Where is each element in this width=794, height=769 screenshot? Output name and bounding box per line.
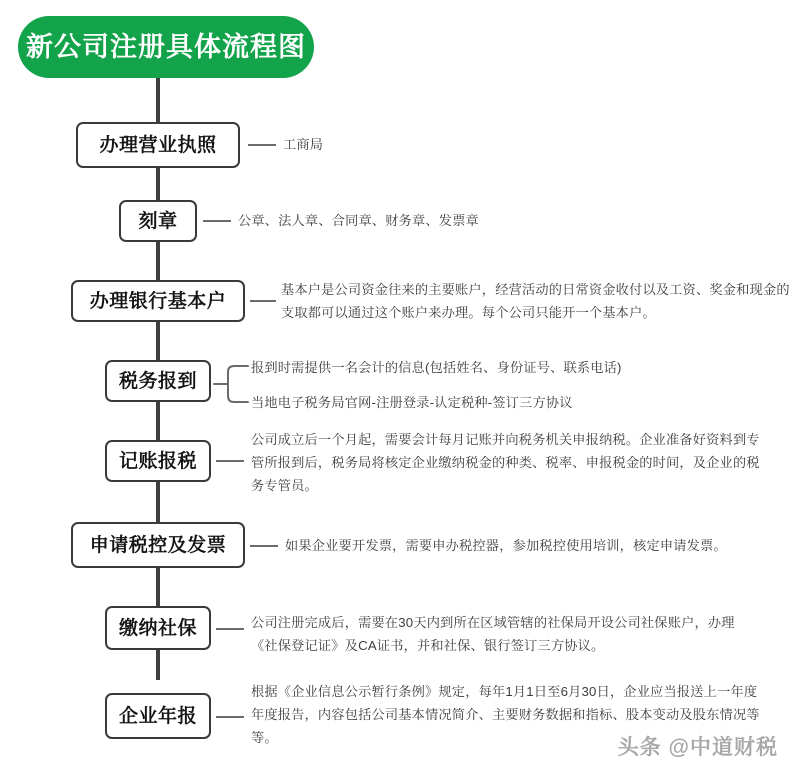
connector-carve-seals (203, 220, 231, 222)
node-business-license[interactable] (76, 122, 240, 168)
description-business-license (283, 133, 323, 156)
spine-step3-to-step4 (156, 322, 160, 360)
connector-pay-social-insurance (216, 628, 244, 630)
spine-step6-to-step7 (156, 568, 160, 606)
description-line: 公司注册完成后，需要在30天内到所在区域管辖的社保局开设公司社保账户，办理 (251, 615, 735, 630)
description-line: 管所报到后，税务局将核定企业缴纳税金的种类、税率、申报税金的时间，及企业的税 (251, 455, 760, 470)
description-line: 如果企业要开发票，需要申办税控器，参加税控使用培训，核定申请发票。 (285, 538, 727, 553)
description-line: 基本户是公司资金往来的主要账户，经营活动的日常资金收付以及工资、奖金和现金的 (281, 282, 790, 297)
spine-step5-to-step6 (156, 482, 160, 522)
description-apply-tax-control-invoice (285, 534, 727, 557)
node-label-bookkeeping-tax-filing: 记账报税 (118, 450, 197, 472)
node-carve-seals[interactable] (119, 200, 197, 242)
spine-step4-to-step5 (156, 402, 160, 440)
description-line: 工商局 (283, 137, 324, 152)
connector-bank-basic-account (250, 300, 276, 302)
node-label-apply-tax-control-invoice: 申请税控及发票 (89, 534, 227, 556)
description-line: 《社保登记证》及CA证书，并和社保、银行签订三方协议。 (251, 638, 605, 653)
description-pay-social-insurance (251, 611, 735, 657)
description-line: 公司成立后一个月起，需要会计每月记账并向税务机关申报纳税。企业准备好资料到专 (251, 432, 760, 447)
watermark: 头条 @中道财税 (617, 736, 778, 759)
description-line: 年度报告，内容包括公司基本情况简介、主要财务数据和指标、股本变动及股东情况等 (251, 707, 760, 722)
description-bank-basic-account (281, 278, 790, 324)
description-line: 支取都可以通过这个账户来办理。每个公司只能开一个基本户。 (281, 305, 656, 320)
node-label-pay-social-insurance: 缴纳社保 (118, 617, 197, 639)
spine-step7-to-step8 (156, 650, 160, 680)
node-bookkeeping-tax-filing[interactable] (105, 440, 211, 482)
description-line: 务专管员。 (251, 478, 318, 493)
node-apply-tax-control-invoice[interactable] (71, 522, 245, 568)
connector-business-license (248, 144, 276, 146)
node-label-tax-registration: 税务报到 (118, 370, 197, 392)
description-bookkeeping-tax-filing (251, 428, 760, 497)
connector-enterprise-annual-report (216, 716, 244, 718)
node-label-enterprise-annual-report: 企业年报 (118, 705, 197, 727)
node-label-business-license: 办理营业执照 (99, 134, 217, 156)
description-carve-seals (238, 209, 479, 232)
node-label-carve-seals: 刻章 (138, 210, 178, 232)
description-line: 当地电子税务局官网-注册登录-认定税种-签订三方协议 (251, 395, 573, 410)
node-label-bank-basic-account: 办理银行基本户 (89, 290, 227, 312)
spine-title-to-step1 (156, 78, 160, 122)
description-tax-registration-line2 (251, 391, 573, 414)
node-tax-registration[interactable] (105, 360, 211, 402)
spine-step2-to-step3 (156, 242, 160, 280)
description-line: 等。 (251, 730, 278, 745)
description-line: 根据《企业信息公示暂行条例》规定，每年1月1日至6月30日，企业应当报送上一年度 (251, 684, 758, 699)
chart-title-text: 新公司注册具体流程图 (26, 31, 306, 62)
chart-title-pill (18, 16, 314, 78)
node-pay-social-insurance[interactable] (105, 606, 211, 650)
description-line: 公章、法人章、合同章、财务章、发票章 (238, 213, 479, 228)
node-enterprise-annual-report[interactable] (105, 693, 211, 739)
spine-step1-to-step2 (156, 168, 160, 200)
node-bank-basic-account[interactable] (71, 280, 245, 322)
description-tax-registration-line1 (251, 356, 622, 379)
description-enterprise-annual-report (251, 680, 760, 749)
description-line: 报到时需提供一名会计的信息(包括姓名、身份证号、联系电话) (251, 360, 622, 375)
connector-apply-tax-control-invoice (250, 545, 278, 547)
connector-bookkeeping-tax-filing (216, 460, 244, 462)
